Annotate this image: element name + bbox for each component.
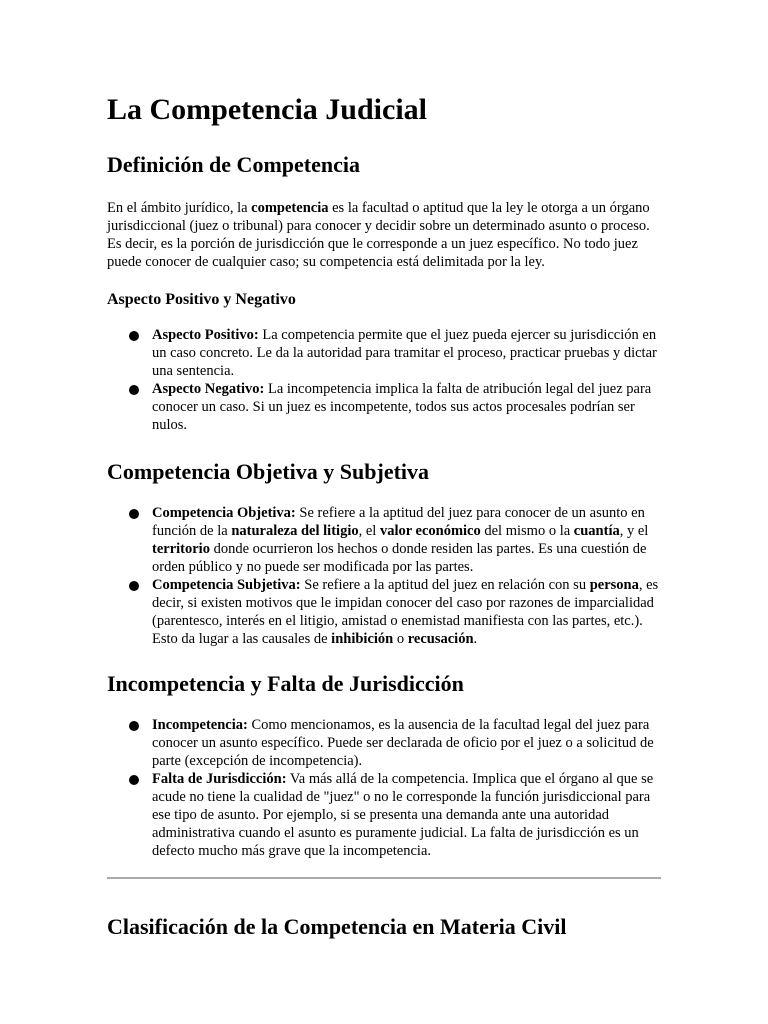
bullet-icon	[129, 385, 139, 395]
item-text: , y el	[619, 523, 649, 539]
bold-term: naturaleza del litigio	[231, 523, 359, 539]
list-item	[152, 770, 661, 860]
item-text: .	[473, 631, 478, 647]
section-heading-definicion: Definición de Competencia	[107, 152, 360, 177]
section-heading-objetiva: Competencia Objetiva y Subjetiva	[107, 459, 430, 484]
item-text: La incompetencia implica la falta de atribución legal del juez para conocer un caso. Si un juez es incompetente, todos sus actos procesales podrían ser nulos.	[152, 381, 652, 433]
item-label: Competencia Subjetiva:	[152, 577, 301, 593]
item-text: Se refiere a la aptitud del juez en relación con su	[300, 577, 590, 593]
text-run: En el ámbito jurídico, la	[107, 200, 252, 216]
incompetencia-list	[107, 716, 661, 860]
bullet-icon	[129, 721, 139, 731]
list-item	[152, 576, 661, 648]
bullet-icon	[129, 331, 139, 341]
section-heading-incompetencia: Incompetencia y Falta de Jurisdicción	[107, 671, 464, 696]
subheading-aspecto: Aspecto Positivo y Negativo	[107, 291, 296, 308]
item-text: donde ocurrieron los hechos o donde residen las partes. Es una cuestión de orden público y no puede ser modificada por las partes.	[152, 541, 647, 575]
bullet-icon	[129, 581, 139, 591]
bullet-icon	[129, 775, 139, 785]
page-title: La Competencia Judicial	[107, 93, 427, 126]
item-label: Competencia Objetiva:	[152, 505, 296, 521]
list-item	[152, 326, 661, 380]
item-label: Falta de Jurisdicción:	[152, 771, 287, 787]
item-text: , es decir, si existen motivos que le impidan conocer del caso por razones de imparcialidad (parentesco, interés en el litigio, amistad o enemistad manifiesta con las partes, etc.). Esto da lugar a las causales de	[152, 577, 659, 647]
bullet-icon	[129, 509, 139, 519]
section-heading-clasificacion: Clasificación de la Competencia en Materia Civil	[107, 914, 567, 939]
bold-term: inhibición	[331, 631, 394, 647]
list-item	[152, 716, 661, 770]
item-label: Aspecto Positivo:	[152, 327, 259, 343]
item-text: Va más allá de la competencia. Implica que el órgano al que se acude no tiene la cualidad de "juez" o no le corresponde la función jurisdiccional para ese tipo de asunto. Por ejemplo, si se presenta una demanda ante una autoridad administrativa cuando el asunto es puramente judicial. La falta de jurisdicción es un defecto mucho más grave que la incompetencia.	[152, 771, 654, 859]
list-item	[152, 504, 661, 576]
bold-term: territorio	[152, 541, 210, 557]
horizontal-divider	[107, 877, 661, 879]
item-text: Se refiere a la aptitud del juez para conocer de un asunto en función de la	[152, 505, 645, 539]
item-label: Incompetencia:	[152, 717, 248, 733]
item-label: Aspecto Negativo:	[152, 381, 265, 397]
list-item	[152, 380, 661, 434]
item-text: del mismo o la	[480, 523, 574, 539]
bold-term: cuantía	[573, 523, 620, 539]
item-text: Como mencionamos, es la ausencia de la facultad legal del juez para conocer un asunto específico. Puede ser declarada de oficio por el juez o a solicitud de parte (excepción de incompetencia).	[152, 717, 654, 769]
item-text: o	[393, 631, 408, 647]
aspecto-list	[107, 326, 661, 434]
definicion-paragraph	[107, 199, 661, 271]
item-text: , el	[358, 523, 380, 539]
bold-term: persona	[589, 577, 639, 593]
bold-term: valor económico	[379, 523, 481, 539]
bold-term: recusación	[407, 631, 474, 647]
text-run: es la facultad o aptitud que la ley le otorga a un órgano jurisdiccional (juez o tribunal) para conocer y decidir sobre un determinado asunto o proceso. Es decir, es la porción de jurisdicción que le corresponde a un juez específico. No todo juez puede conocer de cualquier caso; su competencia está delimitada por la ley.	[107, 200, 650, 270]
item-text: La competencia permite que el juez pueda ejercer su jurisdicción en un caso concreto. Le da la autoridad para tramitar el proceso, practicar pruebas y dictar una sentencia.	[152, 327, 657, 379]
objetiva-list	[107, 504, 661, 648]
bold-term: competencia	[251, 200, 329, 216]
